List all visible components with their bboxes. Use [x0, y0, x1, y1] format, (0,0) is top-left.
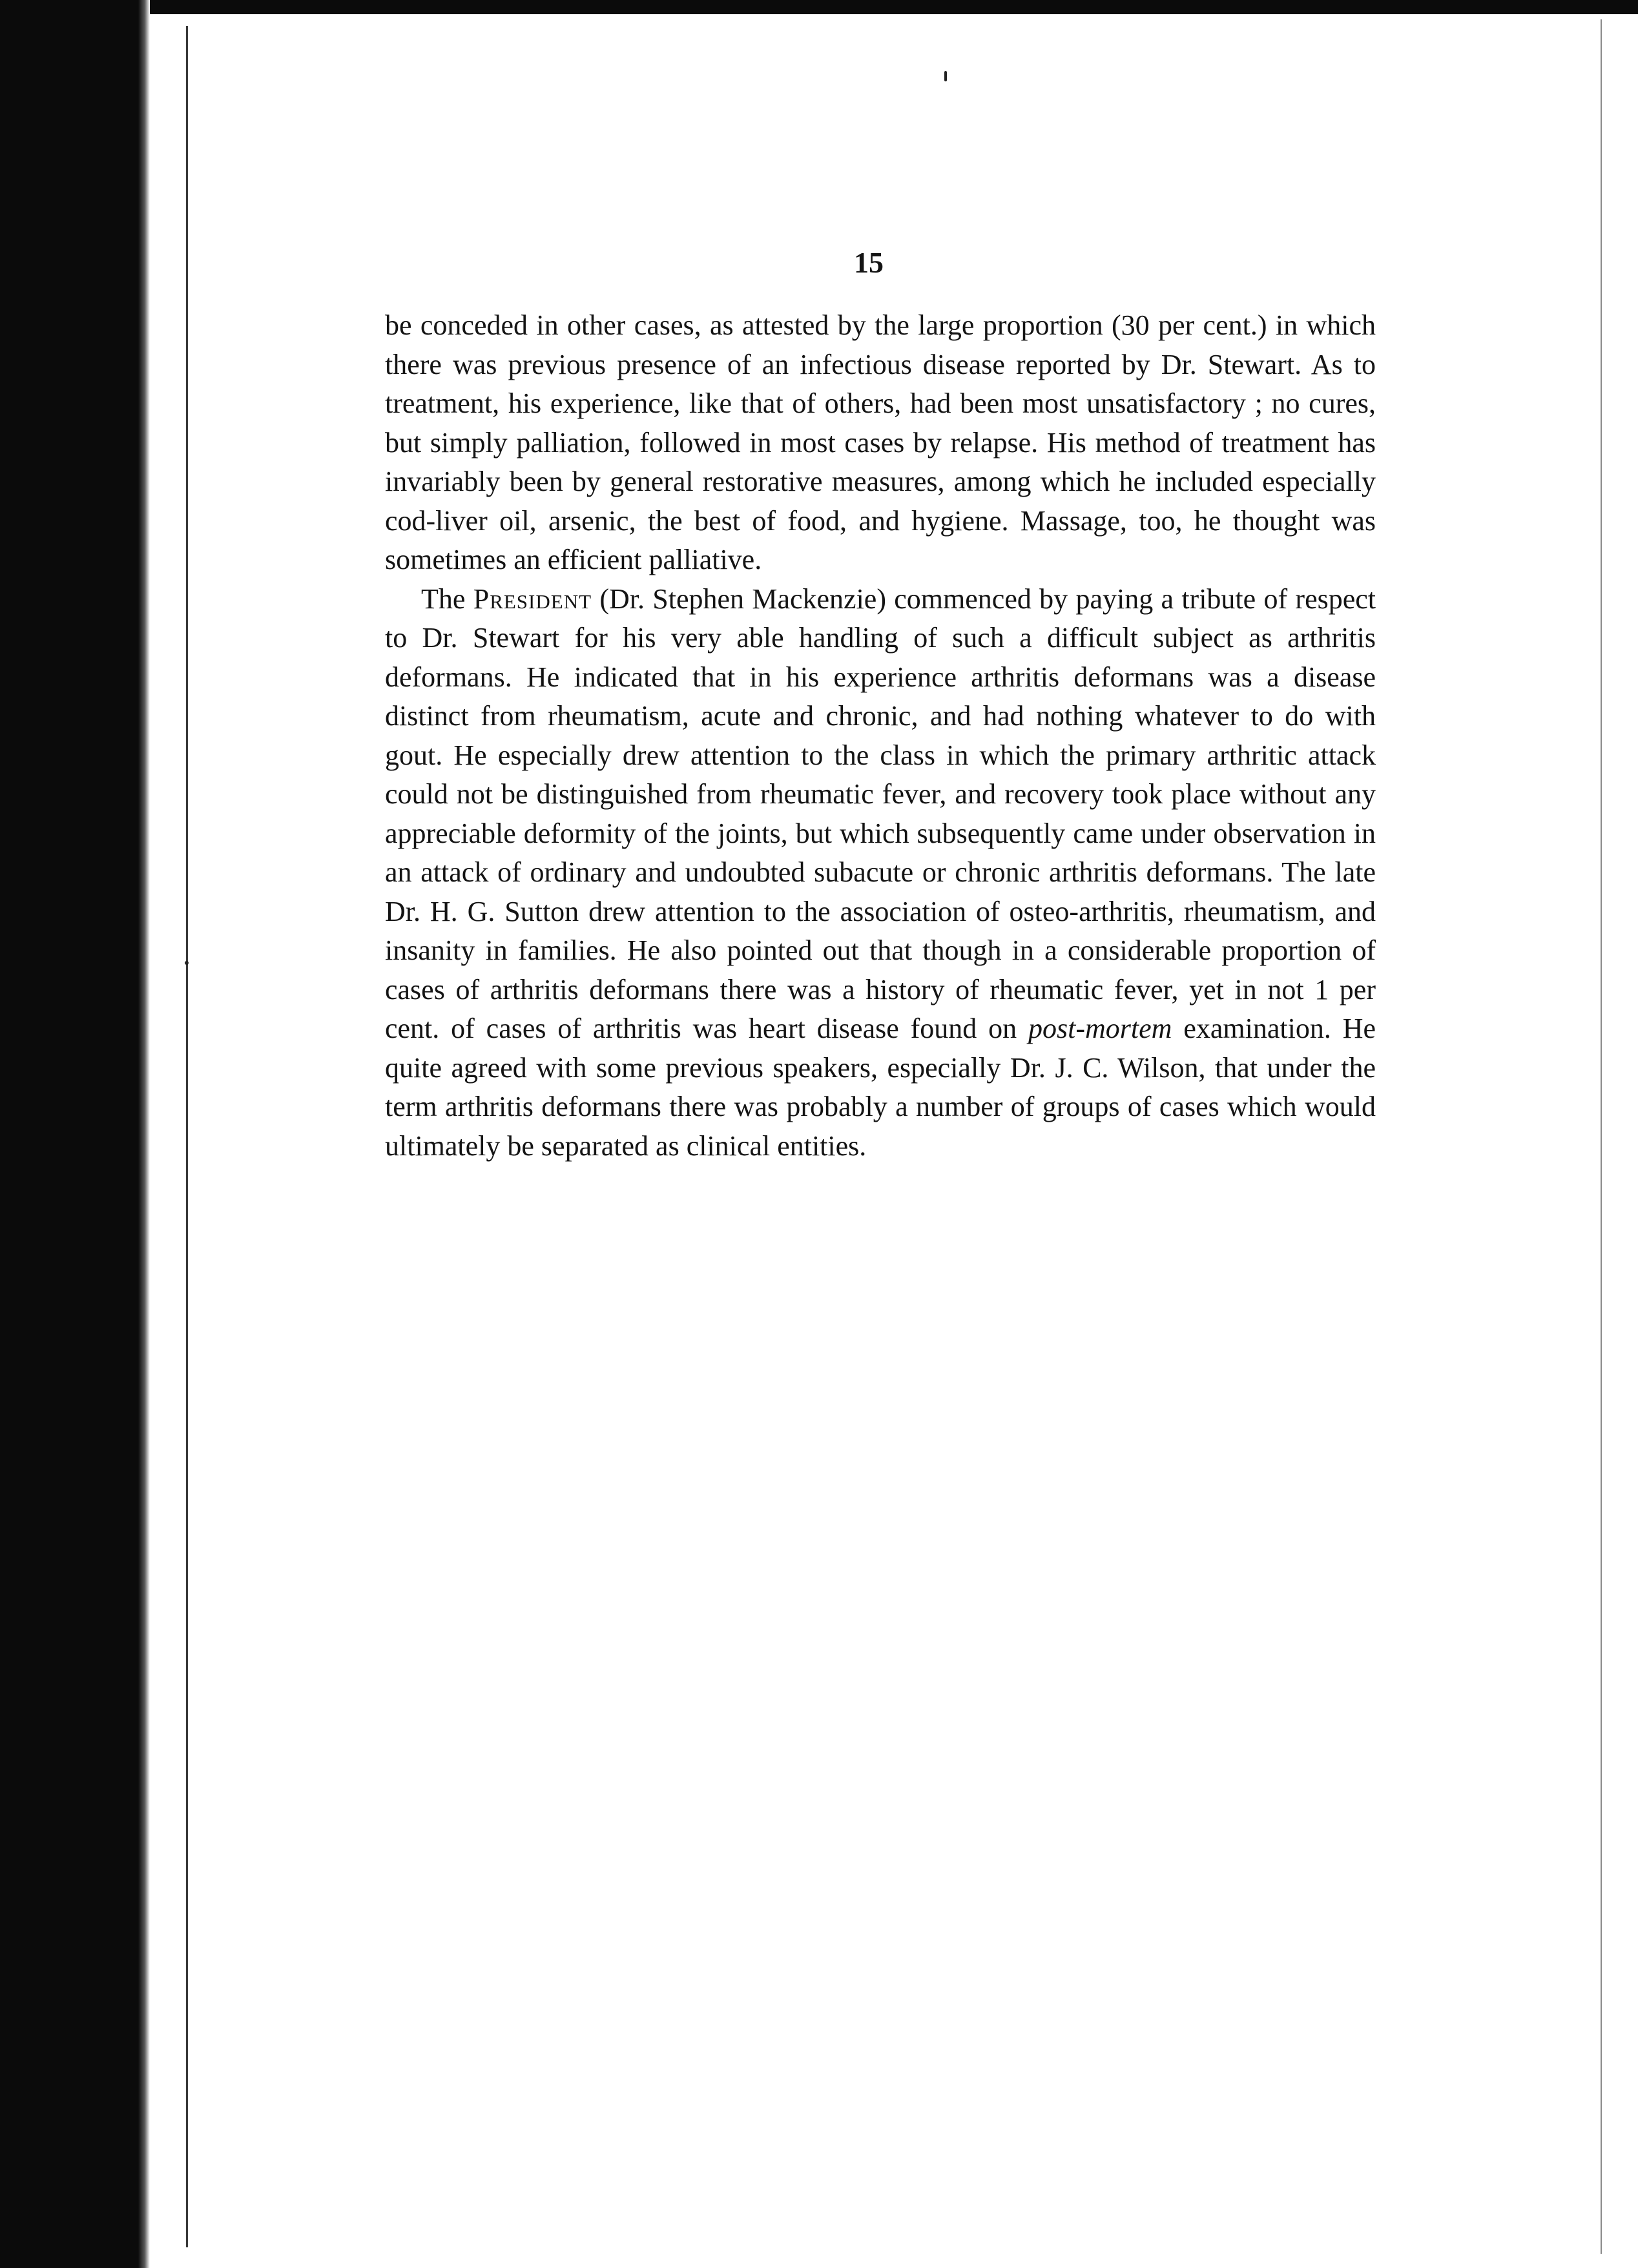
italic-term: post-mortem — [1028, 1013, 1172, 1044]
binding-fold-line — [186, 26, 188, 2247]
page-edge-line — [1601, 19, 1602, 2254]
scan-border-left — [0, 0, 150, 2268]
page-number: 15 — [854, 246, 884, 279]
body-text — [385, 306, 1376, 1166]
paragraph-2-part-1: (Dr. Stephen Mackenzie) commenced by paying a tribute of respect to Dr. Stewart for his very able handling of such a difficult subject as arthritis deformans. He indicated that in his experience arthritis deformans was a disease distinct from rheumatism, acute and chronic, and had nothing whatever to do with gout. He especially drew attention to the class in which the primary arthritic attack could not be distinguished from rheumatic fever, and recovery took place without any appreciable deformity of the joints, but which subsequently came under observation in an attack of ordinary and undoubted subacute or chronic arthritis deformans. The late Dr. H. G. Sutton drew attention to the association of osteo-arthritis, rheumatism, and insanity in families. He also pointed out that though in a considerable proportion of cases of arthritis deformans there was a history of rheumatic fever, yet in not 1 per cent. of cases of arthritis was heart disease found on — [385, 582, 1376, 1044]
scan-speck — [944, 71, 947, 81]
paragraph-2-lead: The — [421, 582, 466, 615]
paragraph-1: be conceded in other cases, as attested by the large proportion (30 per cent.) in which there was previous presence of an infectious disease reported by Dr. Stewart. As to treatment, his experience, like that of others, had been most unsatisfactory ; no cures, but simply palliation, followed in most cases by relapse. His method of treatment has invariably been by general restorative measures, among which he included especially cod-liver oil, arsenic, the best of food, and hygiene. Massage, too, he thought was sometimes an efficient palliative. — [385, 309, 1376, 575]
paragraph-2 — [385, 580, 1376, 1166]
scan-speck — [185, 961, 189, 965]
scan-border-top — [0, 0, 1638, 14]
speaker-name: President — [473, 582, 592, 615]
paragraph-2-part-2: examination. He quite agreed with some previous speakers, especially Dr. J. C. Wilson, that under the term arthritis deformans there was probably a number of groups of cases which would ultimately be separated as clinical entities. — [385, 1013, 1376, 1162]
